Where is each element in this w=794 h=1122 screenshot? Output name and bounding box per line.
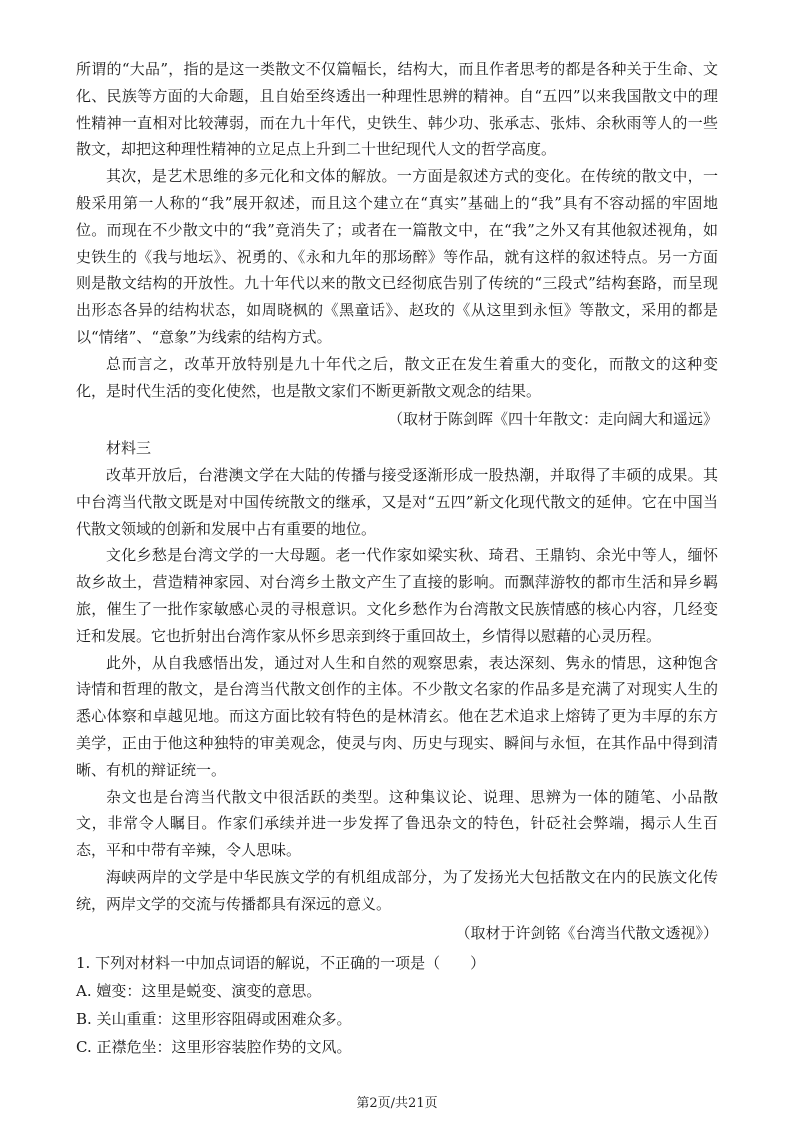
document-body — [76, 56, 718, 1061]
material2-paragraph-1: 所谓的“大品”，指的是这一类散文不仅篇幅长，结构大，而且作者思考的都是各种关于生命、文化、民族等方面的大命题，且自始至终透出一种理性思辨的精神。自“五四”以来我国散文中的理性精神一直相对比较薄弱，而在九十年代，史铁生、韩少功、张承志、张炜、余秋雨等人的一些散文，却把这种理性精神的立足点上升到二十世纪现代人文的哲学高度。 — [76, 60, 718, 159]
question-1-option-b: B. 关山重重：这里形容阻碍或困难众多。 — [76, 1010, 352, 1029]
material3-paragraph-1: 改革开放后，台港澳文学在大陆的传播与接受逐渐形成一股热潮，并取得了丰硕的成果。其中台湾当代散文既是对中国传统散文的继承，又是对“五四”新文化现代散文的延伸。它在中国当代散文领域的创新和发展中占有重要的地位。 — [76, 465, 718, 538]
question-1-stem: 1. 下列对材料一中加点词语的解说，不正确的一项是（ ） — [76, 954, 486, 973]
material3-source: （取材于许剑铭《台湾当代散文透视》） — [455, 923, 718, 942]
material3-paragraph-2: 文化乡愁是台湾文学的一大母题。老一代作家如梁实秋、琦君、王鼎钧、余光中等人，缅怀故乡故土，营造精神家园、对台湾乡土散文产生了直接的影响。而飘萍游牧的都市生活和异乡羁旅，催生了一批作家敏感心灵的寻根意识。文化乡愁作为台湾散文民族情感的核心内容，几经变迁和发展。它也折射出台湾作家从怀乡思亲到终于重回故土，乡情得以慰藉的心灵历程。 — [76, 546, 718, 645]
material2-source: （取材于陈剑晖《四十年散文：走向阔大和遥远》 — [387, 410, 718, 429]
material3-heading: 材料三 — [106, 439, 152, 458]
material3-paragraph-3: 此外，从自我感悟出发，通过对人生和自然的观察思索，表达深刻、隽永的情思，这种饱含诗情和哲理的散文，是台湾当代散文创作的主体。不少散文名家的作品多是充满了对现实人生的悉心体察和卓越见地。而这方面比较有特色的是林清玄。他在艺术追求上熔铸了更为丰厚的东方美学，正由于他这种独特的审美观念，使灵与肉、历史与现实、瞬间与永恒，在其作品中得到清晰、有机的辩证统一。 — [76, 653, 718, 779]
question-1-option-c: C. 正襟危坐：这里形容装腔作势的文风。 — [76, 1038, 352, 1057]
question-1-option-a: A. 嬗变：这里是蜕变、演变的意思。 — [76, 982, 322, 1001]
material3-paragraph-4: 杂文也是台湾当代散文中很活跃的类型。这种集议论、说理、思辨为一体的随笔、小品散文，非常令人瞩目。作家们承续并进一步发挥了鲁迅杂文的特色，针砭社会弊端，揭示人生百态，平和中带有辛辣，令人思味。 — [76, 787, 718, 860]
material3-paragraph-5: 海峡两岸的文学是中华民族文学的有机组成部分，为了发扬光大包括散文在内的民族文化传统，两岸文学的交流与传播都具有深远的意义。 — [76, 867, 718, 913]
page-number-footer: 第2页/共21页 — [356, 1096, 438, 1111]
material2-paragraph-3: 总而言之，改革开放特别是九十年代之后，散文正在发生着重大的变化，而散文的这种变化，是时代生活的变化使然，也是散文家们不断更新散文观念的结果。 — [76, 354, 718, 400]
material2-paragraph-2: 其次，是艺术思维的多元化和文体的解放。一方面是叙述方式的变化。在传统的散文中，一般采用第一人称的“我”展开叙述，而且这个建立在“真实”基础上的“我”具有不容动摇的牢固地位。而现在不少散文中的“我”竟消失了；或者在一篇散文中，在“我”之外又有其他叙述视角，如史铁生的《我与地坛》、祝勇的、《永和九年的那场醉》等作品，就有这样的叙述特点。另一方面则是散文结构的开放性。九十年代以来的散文已经彻底告别了传统的“三段式”结构套路，而呈现出形态各异的结构状态，如周晓枫的《黑童话》、赵玫的《从这里到永恒》等散文，采用的都是以“情绪”、“意象”为线索的结构方式。 — [76, 167, 718, 346]
